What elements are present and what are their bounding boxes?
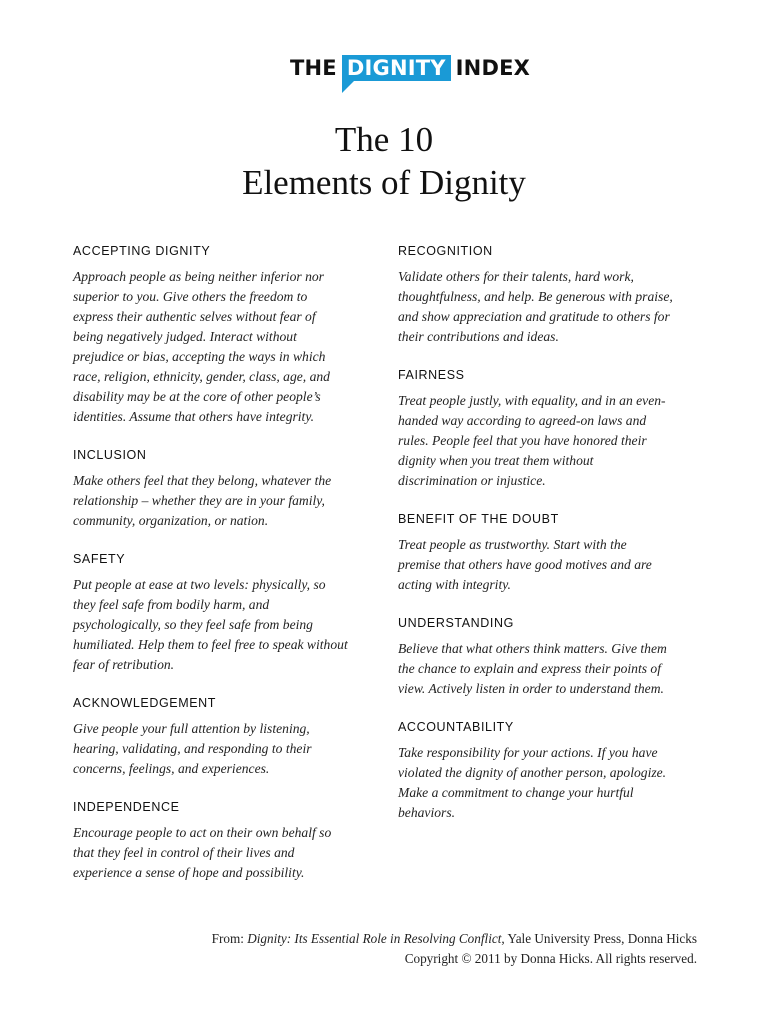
title-line-2: Elements of Dignity <box>242 163 526 202</box>
element-description <box>73 267 363 427</box>
copyright-line: Copyright © 2011 by Donna Hicks. All rights reserved. <box>404 951 697 966</box>
description-line: community, organization, or nation. <box>73 513 269 528</box>
publisher-author: , Yale University Press, Donna Hicks <box>501 931 697 946</box>
book-title: Dignity: Its Essential Role in Resolving Conflict <box>247 931 502 946</box>
description-line: Give people your full attention by listening, <box>73 721 310 736</box>
element-section <box>73 799 363 883</box>
from-label: From: <box>211 931 248 946</box>
element-heading: ACCOUNTABILITY <box>398 720 514 734</box>
element-section <box>73 447 363 531</box>
logo-word-dignity: DIGNITY <box>342 55 451 81</box>
description-line: premise that others have good motives and are <box>398 557 652 572</box>
element-description <box>398 391 703 491</box>
element-section <box>73 551 363 675</box>
footer-citation <box>212 929 697 969</box>
description-line: Treat people justly, with equality, and in an even- <box>398 393 666 408</box>
description-line: hearing, validating, and responding to their <box>73 741 312 756</box>
element-description <box>73 471 363 531</box>
element-description <box>73 575 363 675</box>
description-line: view. Actively listen in order to understand them. <box>398 681 664 696</box>
description-line: Take responsibility for your actions. If you have <box>398 745 658 760</box>
logo-word-the: THE <box>290 56 337 80</box>
description-line: discrimination or injustice. <box>398 473 546 488</box>
description-line: that they feel in control of their lives and <box>73 845 295 860</box>
element-section <box>73 243 363 427</box>
element-description <box>398 639 703 699</box>
right-column <box>398 243 703 823</box>
dignity-index-logo <box>290 55 530 95</box>
element-description <box>73 823 363 883</box>
element-section <box>398 615 703 699</box>
description-line: violated the dignity of another person, apologize. <box>398 765 667 780</box>
description-line: Encourage people to act on their own behalf so <box>73 825 332 840</box>
description-line: superior to you. Give others the freedom to <box>73 289 308 304</box>
element-section <box>398 511 703 595</box>
description-line: Treat people as trustworthy. Start with the <box>398 537 627 552</box>
description-line: thoughtfulness, and help. Be generous with praise, <box>398 289 673 304</box>
description-line: acting with integrity. <box>398 577 511 592</box>
element-heading: INCLUSION <box>73 448 147 462</box>
description-line: relationship – whether they are in your family, <box>73 493 325 508</box>
page-title <box>0 118 768 204</box>
description-line: Believe that what others think matters. Give them <box>398 641 667 656</box>
element-section <box>398 367 703 491</box>
description-line: identities. Assume that others have integrity. <box>73 409 315 424</box>
description-line: their contributions and ideas. <box>398 329 559 344</box>
description-line: fear of retribution. <box>73 657 175 672</box>
element-description <box>73 719 363 779</box>
element-section <box>398 243 703 347</box>
description-line: the chance to explain and express their points of <box>398 661 662 676</box>
description-line: prejudice or bias, accepting the ways in which <box>73 349 326 364</box>
element-section <box>398 719 703 823</box>
description-line: behaviors. <box>398 805 456 820</box>
description-line: Make a commitment to change your hurtful <box>398 785 634 800</box>
description-line: Validate others for their talents, hard work, <box>398 269 634 284</box>
description-line: rules. People feel that you have honored their <box>398 433 647 448</box>
description-line: they feel safe from bodily harm, and <box>73 597 270 612</box>
element-heading: ACCEPTING DIGNITY <box>73 244 211 258</box>
element-section <box>73 695 363 779</box>
left-column <box>73 243 363 883</box>
description-line: and show appreciation and gratitude to others for <box>398 309 670 324</box>
element-heading: FAIRNESS <box>398 368 465 382</box>
element-description <box>398 535 703 595</box>
description-line: humiliated. Help them to feel free to speak without <box>73 637 348 652</box>
element-heading: RECOGNITION <box>398 244 493 258</box>
element-heading: UNDERSTANDING <box>398 616 514 630</box>
source-line <box>212 929 697 949</box>
element-description <box>398 743 703 823</box>
description-line: Approach people as being neither inferior nor <box>73 269 324 284</box>
element-heading: INDEPENDENCE <box>73 800 180 814</box>
logo-word-index: INDEX <box>455 56 531 80</box>
description-line: express their authentic selves without fear of <box>73 309 316 324</box>
description-line: experience a sense of hope and possibility. <box>73 865 305 880</box>
element-heading: SAFETY <box>73 552 126 566</box>
title-line-1: The 10 <box>334 120 434 159</box>
element-heading: BENEFIT OF THE DOUBT <box>398 512 559 526</box>
description-line: Put people at ease at two levels: physically, so <box>73 577 326 592</box>
element-heading: ACKNOWLEDGEMENT <box>73 696 217 710</box>
description-line: disability may be at the core of other people’s <box>73 389 321 404</box>
description-line: Make others feel that they belong, whatever the <box>73 473 332 488</box>
description-line: concerns, feelings, and experiences. <box>73 761 270 776</box>
description-line: psychologically, so they feel safe from being <box>73 617 313 632</box>
element-description <box>398 267 703 347</box>
description-line: being negatively judged. Interact without <box>73 329 297 344</box>
description-line: race, religion, ethnicity, gender, class, age, and <box>73 369 330 384</box>
description-line: handed way according to agreed-on laws and <box>398 413 647 428</box>
description-line: dignity when you treat them without <box>398 453 594 468</box>
